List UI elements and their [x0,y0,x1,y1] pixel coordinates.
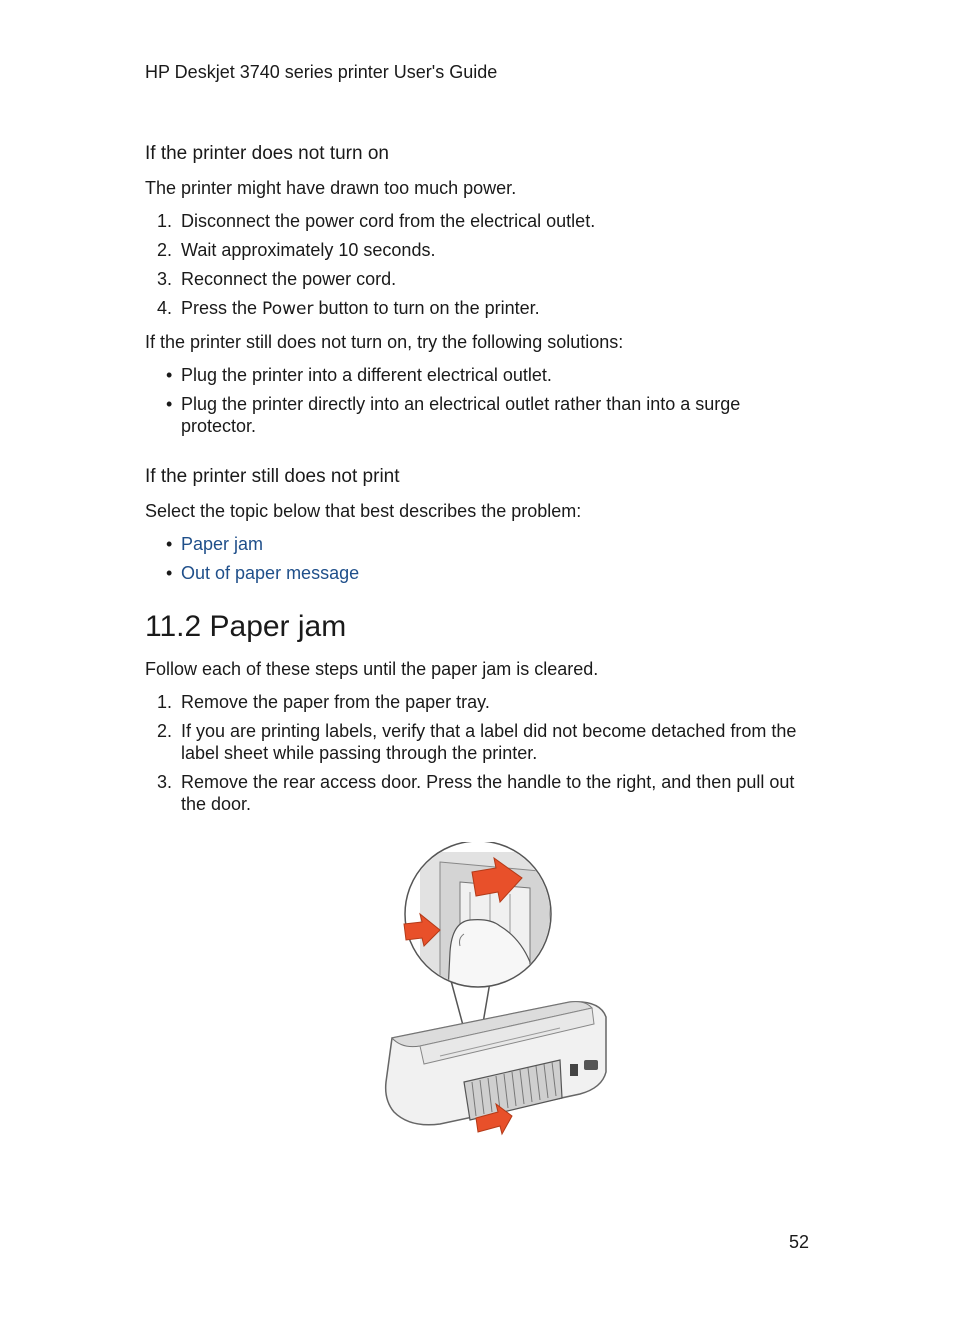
printer-body [386,1002,606,1125]
step-number: 2. [157,721,173,741]
power-button-term: Power [262,299,314,319]
step-text: Remove the rear access door. Press the handle to the right, and then pull out the door. [181,772,795,814]
power-intro: The printer might have drawn too much power. [145,178,517,198]
solution-text: Plug the printer directly into an electrical outlet rather than into a surge protector. [181,394,741,436]
list-item [145,364,810,386]
step-text-post: button to turn on the printer. [313,298,540,318]
out-of-paper-link[interactable]: Out of paper message [181,563,360,583]
step-number: 4. [157,298,173,318]
list-item [145,720,810,764]
list-item [145,210,810,232]
list-item [145,562,810,584]
step-text: Disconnect the power cord from the electrical outlet. [181,211,596,231]
solution-text: Plug the printer into a different electrical outlet. [181,365,552,385]
step-text: Reconnect the power cord. [181,269,397,289]
running-header: HP Deskjet 3740 series printer User's Guide [145,62,498,82]
power-steps [145,210,810,320]
step-number: 1. [157,692,173,712]
heading-still-not-print: If the printer still does not print [145,466,400,487]
step-text-pre: Press the [181,298,263,318]
list-item [145,268,810,290]
step-number: 1. [157,211,173,231]
port-icon [570,1064,578,1076]
rear-access-door-illustration [380,842,612,1142]
bullet: • [166,394,173,414]
paper-jam-section [145,610,810,815]
step-number: 2. [157,240,173,260]
list-item [145,771,810,815]
section-title-paper-jam: 11.2 Paper jam [145,610,347,643]
magnified-detail [404,842,570,992]
page-number: 52 [789,1232,810,1252]
step-text: Wait approximately 10 seconds. [181,240,436,260]
heading-power: If the printer does not turn on [145,143,389,164]
list-item [145,393,810,437]
power-solutions [145,364,810,437]
paper-jam-link[interactable]: Paper jam [181,534,264,554]
list-item [145,297,810,320]
list-item [145,239,810,261]
step-text: Remove the paper from the paper tray. [181,692,490,712]
bullet: • [166,563,173,583]
page-content [145,143,810,826]
step-text: If you are printing labels, verify that a label did not become detached from the label sheet while passing through the printer. [181,721,797,763]
step-number: 3. [157,269,173,289]
print-topic-links [145,533,810,584]
step-number: 3. [157,772,173,792]
print-intro: Select the topic below that best describes the problem: [145,501,582,521]
bullet: • [166,365,173,385]
jam-intro: Follow each of these steps until the paper jam is cleared. [145,659,599,679]
power-followup: If the printer still does not turn on, try the following solutions: [145,332,624,352]
jam-steps [145,691,810,815]
list-item [145,691,810,713]
printer-illustration-svg [380,842,612,1142]
port-icon [584,1060,598,1070]
bullet: • [166,534,173,554]
list-item [145,533,810,555]
